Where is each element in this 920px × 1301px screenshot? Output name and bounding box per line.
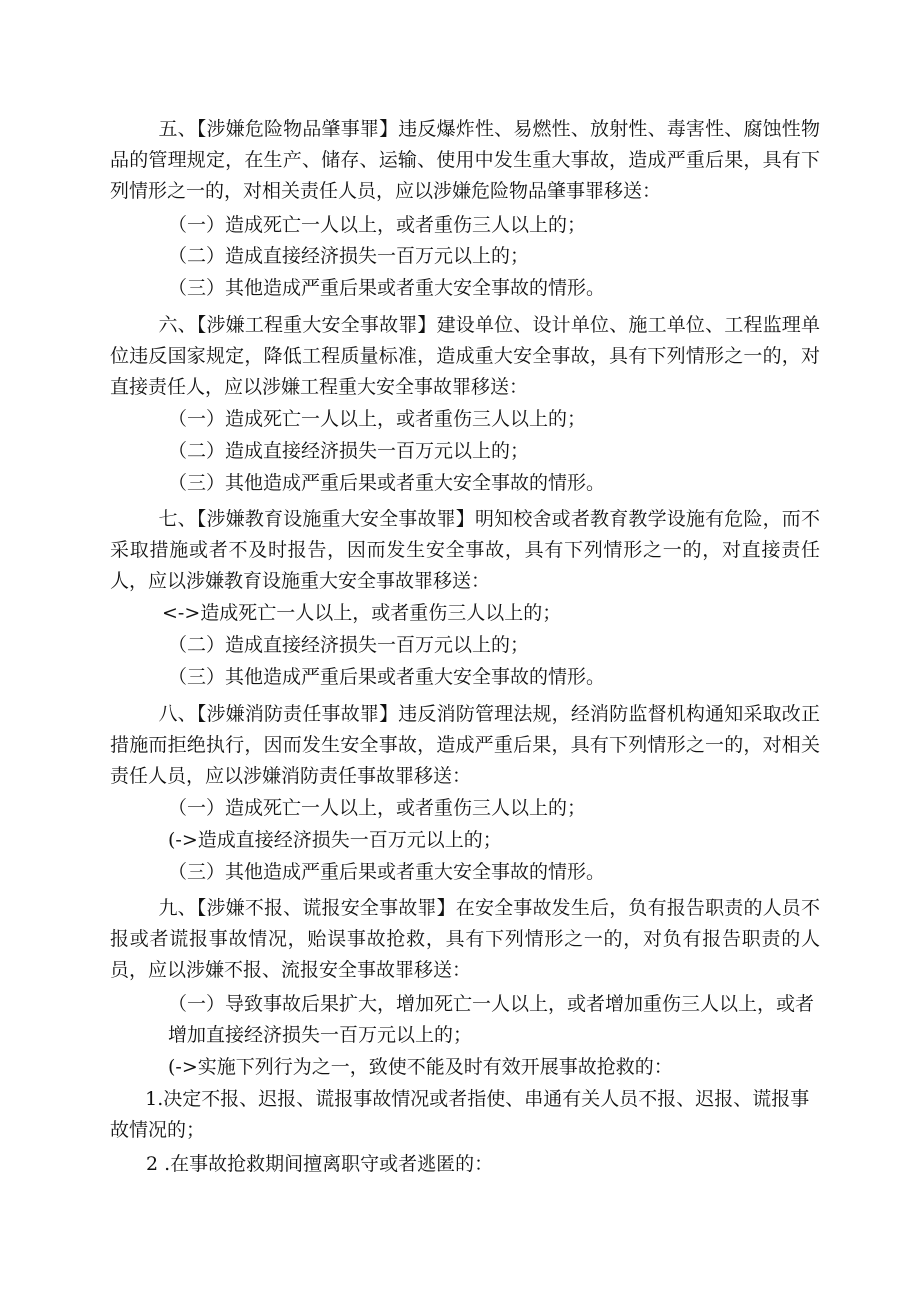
section-five-item-1: （一）造成死亡一人以上，或者重伤三人以上的； — [168, 214, 587, 236]
section-nine-item-2: (->实施下列行为之一，致使不能及时有效开展事故抢救的： — [168, 1056, 673, 1078]
section-five-item-2: （二）造成直接经济损失一百万元以上的； — [168, 245, 530, 267]
section-seven-item-1: <->造成死亡一人以上，或者重伤三人以上的； — [162, 602, 562, 624]
section-nine-item-1: （一）导致事故后果扩大，增加死亡一人以上，或者增加重伤三人以上，或者增加直接经济损失一百万元以上的； — [168, 993, 815, 1046]
section-six-item-1: （一）造成死亡一人以上，或者重伤三人以上的； — [168, 408, 587, 430]
section-eight-item-2: (->造成直接经济损失一百万元以上的； — [168, 829, 502, 851]
section-nine-subitem-2: 2 .在事故抢救期间擅离职守或者逃匿的： — [146, 1153, 494, 1175]
section-five-item-3: （三）其他造成严重后果或者重大安全事故的情形。 — [168, 277, 606, 299]
section-eight-item-1: （一）造成死亡一人以上，或者重伤三人以上的； — [168, 797, 587, 819]
section-eight-paragraph: 八、【涉嫌消防责任事故罪】违反消防管理法规，经消防监督机构通知采取改正措施而拒绝执行，因而发生安全事故，造成严重后果，具有下列情形之一的，对相关责任人员，应以涉嫌消防责任事故罪移送： — [110, 703, 820, 787]
section-seven-item-3: （三）其他造成严重后果或者重大安全事故的情形。 — [168, 666, 606, 688]
section-nine-subitem-1: 1.决定不报、迟报、谎报事故情况或者指使、串通有关人员不报、迟报、谎报事故情况的； — [110, 1088, 810, 1141]
section-six-item-2: （二）造成直接经济损失一百万元以上的； — [168, 440, 530, 462]
section-six-item-3: （三）其他造成严重后果或者重大安全事故的情形。 — [168, 472, 606, 494]
section-seven-item-2: （二）造成直接经济损失一百万元以上的； — [168, 634, 530, 656]
section-seven-paragraph: 七、【涉嫌教育设施重大安全事故罪】明知校舍或者教育教学设施有危险，而不采取措施或者不及时报告，因而发生安全事故，具有下列情形之一的，对直接责任人，应以涉嫌教育设施重大安全事故罪移送： — [110, 508, 820, 592]
section-five-paragraph: 五、【涉嫌危险物品肇事罪】违反爆炸性、易燃性、放射性、毒害性、腐蚀性物品的管理规定，在生产、储存、运输、使用中发生重大事故，造成严重后果，具有下列情形之一的，对相关责任人员，应以涉嫌危险物品肇事罪移送： — [110, 118, 820, 202]
section-eight-item-3: （三）其他造成严重后果或者重大安全事故的情形。 — [168, 861, 606, 883]
section-nine-paragraph: 九、【涉嫌不报、谎报安全事故罪】在安全事故发生后，负有报告职责的人员不报或者谎报事故情况，贻误事故抢救，具有下列情形之一的，对负有报告职责的人员，应以涉嫌不报、流报安全事故罪移送： — [110, 897, 820, 981]
section-six-paragraph: 六、【涉嫌工程重大安全事故罪】建设单位、设计单位、施工单位、工程监理单位违反国家规定，降低工程质量标准，造成重大安全事故，具有下列情形之一的，对直接责任人，应以涉嫌工程重大安全事故罪移送： — [110, 314, 820, 398]
